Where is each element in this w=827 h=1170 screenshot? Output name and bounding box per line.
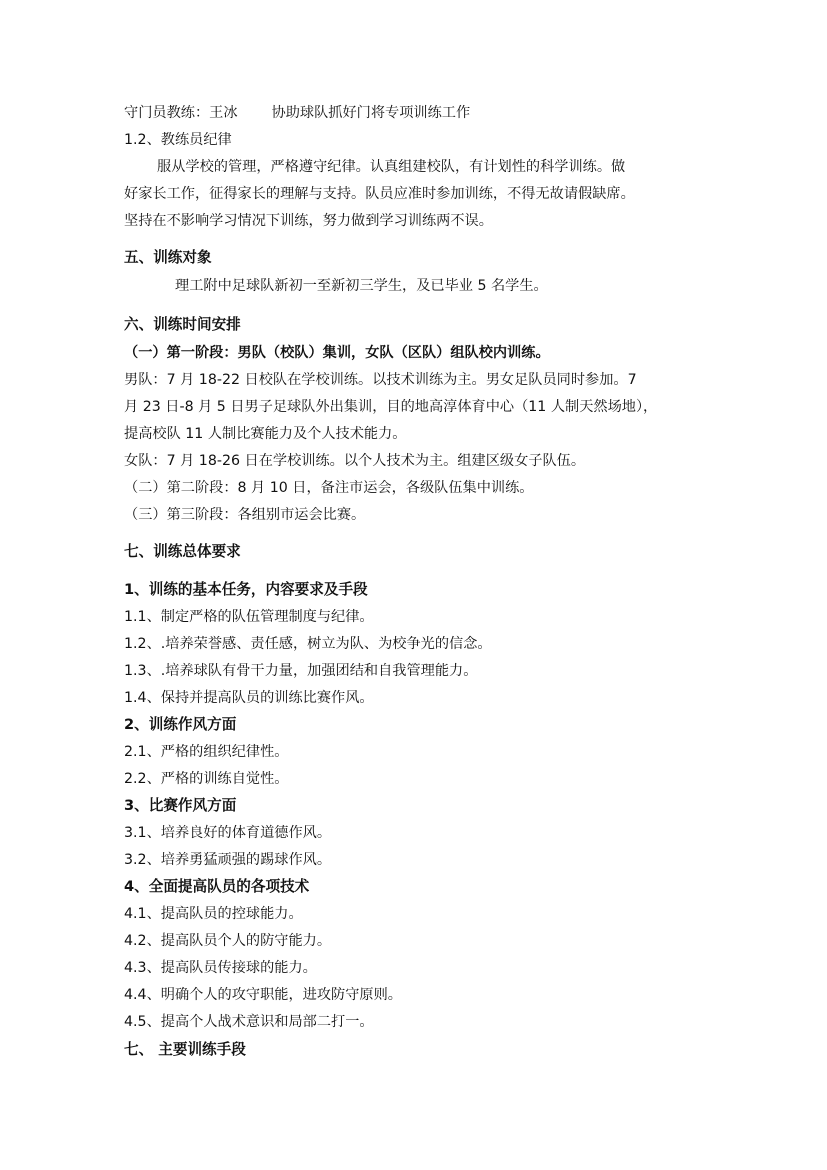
- list-item: 3.1、培养良好的体育道德作风。: [124, 825, 332, 841]
- stage1-text: （一）第一阶段：男队（校队）集训，女队（区队）组队校内训练。: [124, 345, 550, 361]
- group-title: 2、训练作风方面: [124, 716, 237, 733]
- group-title: 1、训练的基本任务，内容要求及手段: [124, 581, 368, 598]
- stage1-line: [124, 343, 709, 363]
- list-item: 2.2、严格的训练自觉性。: [124, 771, 289, 787]
- girls-line: 女队：7 月 18-26 日在学校训练。以个人技术为主。组建区级女子队伍。: [124, 453, 586, 469]
- discipline-heading: 1.2、教练员纪律: [124, 132, 232, 148]
- list-item: 2.1、严格的组织纪律性。: [124, 744, 289, 760]
- goalkeeper-coach-line: [124, 103, 709, 123]
- discipline-line: 服从学校的管理，严格遵守纪律。认真组建校队，有计划性的科学训练。做: [157, 159, 626, 175]
- stage3-line: （三）第三阶段：各组别市运会比赛。: [124, 507, 366, 523]
- list-item: 4.1、提高队员的控球能力。: [124, 906, 303, 922]
- section5-text: 理工附中足球队新初一至新初三学生，及已毕业 5 名学生。: [175, 278, 548, 294]
- group-title: 3、比赛作风方面: [124, 797, 237, 814]
- section5-heading: 五、训练对象: [124, 249, 212, 266]
- list-item: 4.3、提高队员传接球的能力。: [124, 960, 317, 976]
- goalkeeper-coach-label: 守门员教练：王冰: [124, 105, 238, 121]
- section7-heading: 七、训练总体要求: [124, 543, 241, 560]
- list-item: 4.2、提高队员个人的防守能力。: [124, 933, 332, 949]
- list-item: 4.4、明确个人的攻守职能，进攻防守原则。: [124, 987, 402, 1003]
- group-title: 4、全面提高队员的各项技术: [124, 878, 310, 895]
- stage2-line: （二）第二阶段：8 月 10 日，备注市运会，各级队伍集中训练。: [124, 480, 534, 496]
- discipline-line: 好家长工作，征得家长的理解与支持。队员应准时参加训练，不得无故请假缺席。: [124, 186, 635, 202]
- list-item: 1.3、.培养球队有骨干力量，加强团结和自我管理能力。: [124, 663, 478, 679]
- list-item: 3.2、培养勇猛顽强的踢球作风。: [124, 852, 332, 868]
- list-item: 1.2、.培养荣誉感、责任感，树立为队、为校争光的信念。: [124, 636, 492, 652]
- boys-line: 提高校队 11 人制比赛能力及个人技术能力。: [124, 426, 407, 442]
- list-item: 1.4、保持并提高队员的训练比赛作风。: [124, 690, 374, 706]
- discipline-line: 坚持在不影响学习情况下训练，努力做到学习训练两不误。: [124, 213, 493, 229]
- boys-line: 男队：7 月 18-22 日校队在学校训练。以技术训练为主。男女足队员同时参加。7: [124, 372, 637, 388]
- section6-heading: 六、训练时间安排: [124, 316, 241, 333]
- list-item: 4.5、提高个人战术意识和局部二打一。: [124, 1014, 374, 1030]
- last-section-heading: 七、 主要训练手段: [124, 1041, 246, 1058]
- boys-line: 月 23 日-8 月 5 日男子足球队外出集训，目的地高淳体育中心（11 人制天然场地），: [124, 399, 658, 415]
- list-item: 1.1、制定严格的队伍管理制度与纪律。: [124, 609, 374, 625]
- goalkeeper-coach-duty: 协助球队抓好门将专项训练工作: [271, 105, 471, 121]
